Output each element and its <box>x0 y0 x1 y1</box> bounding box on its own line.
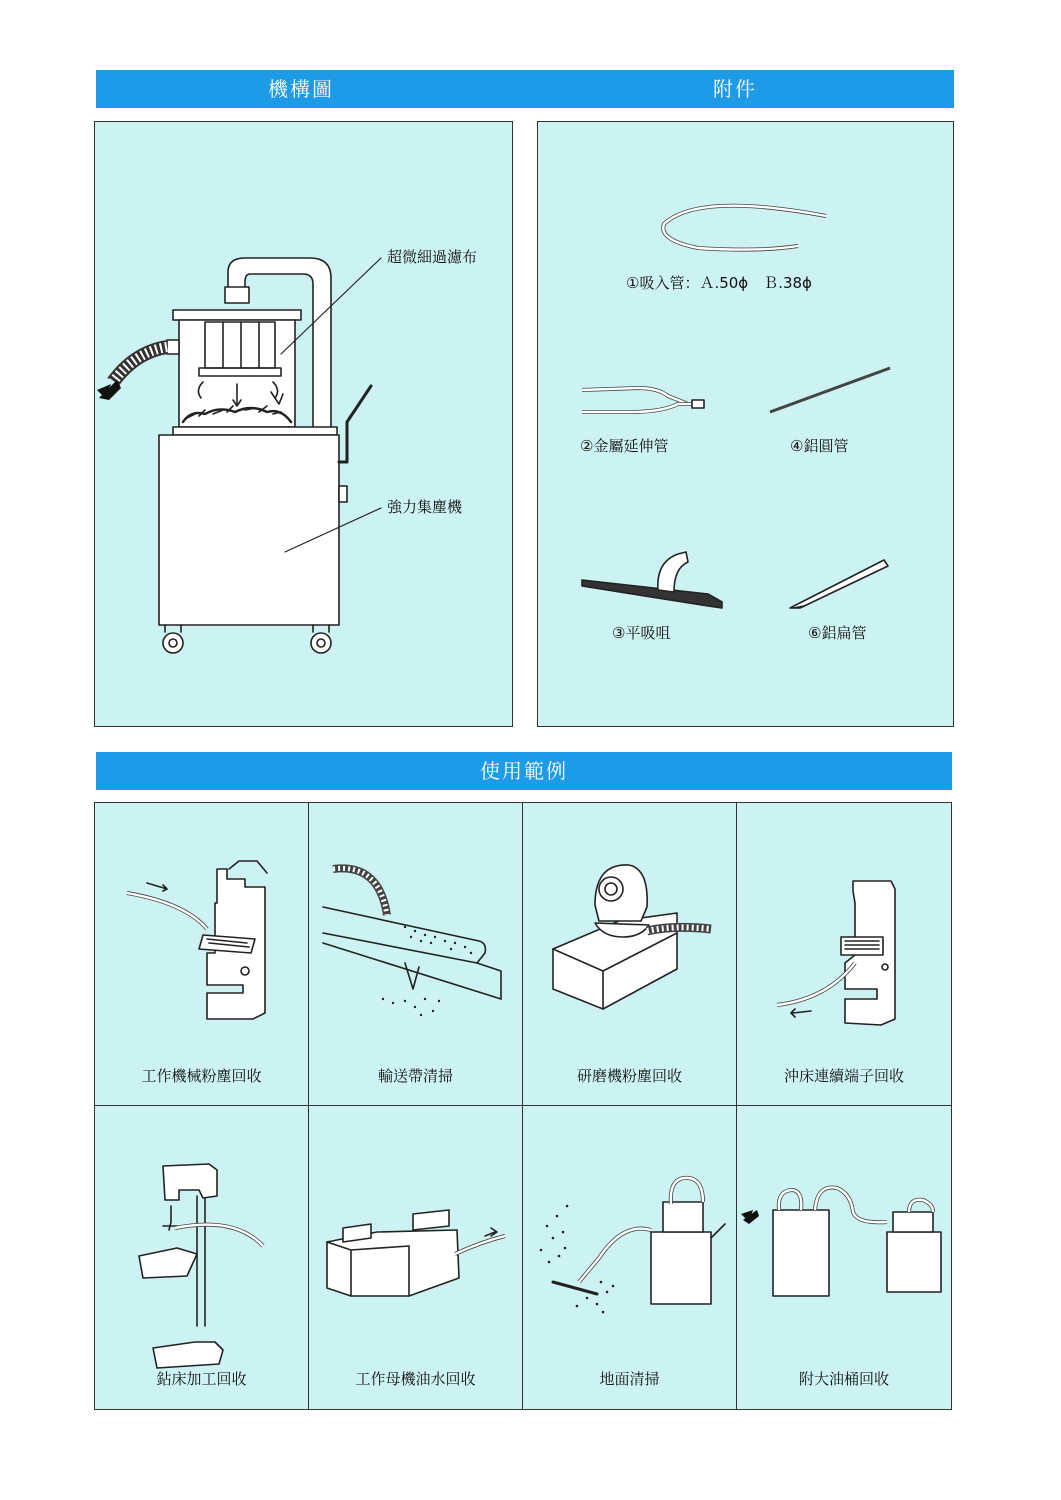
example-caption: 工作母機油水回收 <box>355 1370 476 1388</box>
accessories-panel <box>537 121 954 727</box>
example-caption: 輸送帶清掃 <box>377 1067 453 1085</box>
conveyor-illustration <box>309 803 523 1107</box>
grinder-illustration <box>523 803 737 1107</box>
header-examples: 使用範例 <box>480 759 568 783</box>
header-bar-top <box>96 70 954 108</box>
example-cell <box>523 1106 737 1409</box>
accessory-suction-hose: ①吸入管：Ａ.50ϕ Ｂ.38ϕ <box>626 274 812 292</box>
example-caption: 研磨機粉塵回收 <box>576 1067 682 1085</box>
mechanism-panel <box>94 121 513 727</box>
example-caption: 附大油桶回收 <box>798 1370 889 1388</box>
collector-label: 強力集塵機 <box>387 498 463 516</box>
drill-press-illustration <box>95 1106 309 1410</box>
machine-tool-illustration <box>95 803 309 1107</box>
example-caption: 工作機械粉塵回收 <box>141 1067 262 1085</box>
oil-drum-illustration <box>737 1106 951 1410</box>
example-cell <box>95 1106 309 1409</box>
header-mechanism: 機構圖 <box>268 77 334 101</box>
example-cell <box>95 803 309 1106</box>
accessory-flat-nozzle: ③平吸咀 <box>612 624 671 642</box>
example-cell <box>737 803 951 1106</box>
example-cell <box>309 1106 523 1409</box>
header-accessories: 附件 <box>713 77 757 101</box>
example-caption: 鉆床加工回收 <box>156 1370 247 1388</box>
accessory-aluminum-flat: ⑥鋁扁管 <box>808 624 867 642</box>
examples-grid <box>94 802 952 1410</box>
example-caption: 地面清掃 <box>599 1370 660 1388</box>
machine-oil-illustration <box>309 1106 523 1410</box>
filter-label: 超微細過濾布 <box>387 248 478 266</box>
press-illustration <box>737 803 951 1107</box>
example-caption: 沖床連續端子回收 <box>783 1067 904 1085</box>
accessory-metal-extension: ②金屬延伸管 <box>580 437 669 455</box>
example-cell <box>523 803 737 1106</box>
accessories-drawings <box>538 122 955 728</box>
accessory-aluminum-round: ④鋁圓管 <box>790 437 849 455</box>
example-cell <box>309 803 523 1106</box>
dust-collector-diagram <box>95 122 514 728</box>
example-cell <box>737 1106 951 1409</box>
header-bar-examples <box>96 752 952 790</box>
floor-cleaning-illustration <box>523 1106 737 1410</box>
